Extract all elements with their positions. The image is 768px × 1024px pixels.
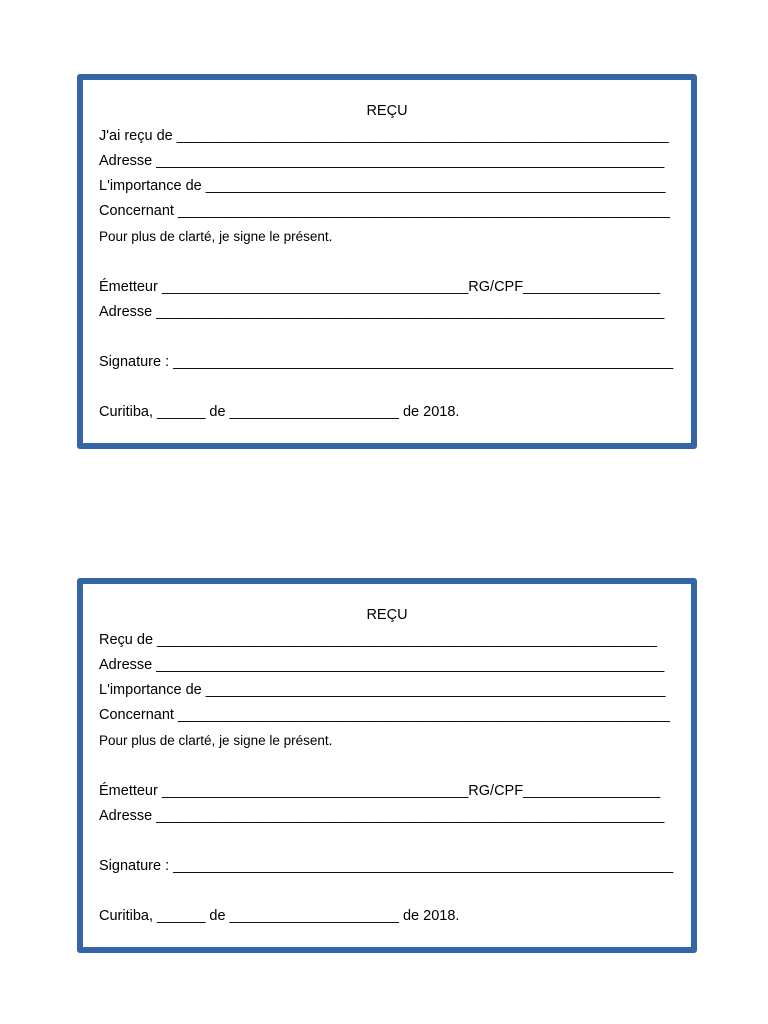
signature-field: Signature : ______________________________________________________________ bbox=[99, 354, 674, 370]
received-from-field: J'ai reçu de _____________________________________________________________ bbox=[99, 128, 669, 144]
clarity-note: Pour plus de clarté, je signe le présent. bbox=[99, 229, 333, 244]
receipt-form-2 bbox=[77, 578, 697, 953]
issuer-field: Émetteur ______________________________________RG/CPF_________________ bbox=[99, 783, 661, 799]
concerning-field: Concernant _____________________________________________________________ bbox=[99, 707, 670, 723]
amount-field: L'importance de _________________________________________________________ bbox=[99, 682, 666, 698]
receipt-form-1 bbox=[77, 74, 697, 449]
received-from-field: Reçu de ______________________________________________________________ bbox=[99, 632, 658, 648]
receipt-title: REÇU bbox=[366, 607, 408, 623]
receipt-title: REÇU bbox=[366, 103, 408, 119]
issuer-field: Émetteur ______________________________________RG/CPF_________________ bbox=[99, 279, 661, 295]
place-date-field: Curitiba, ______ de _____________________ de 2018. bbox=[99, 908, 460, 924]
concerning-field: Concernant _____________________________________________________________ bbox=[99, 203, 670, 219]
place-date-field: Curitiba, ______ de _____________________ de 2018. bbox=[99, 404, 460, 420]
signature-field: Signature : ______________________________________________________________ bbox=[99, 858, 674, 874]
clarity-note: Pour plus de clarté, je signe le présent. bbox=[99, 733, 333, 748]
issuer-address-field: Adresse _______________________________________________________________ bbox=[99, 304, 665, 320]
address-field: Adresse _______________________________________________________________ bbox=[99, 153, 665, 169]
amount-field: L'importance de _________________________________________________________ bbox=[99, 178, 666, 194]
address-field: Adresse _______________________________________________________________ bbox=[99, 657, 665, 673]
issuer-address-field: Adresse _______________________________________________________________ bbox=[99, 808, 665, 824]
